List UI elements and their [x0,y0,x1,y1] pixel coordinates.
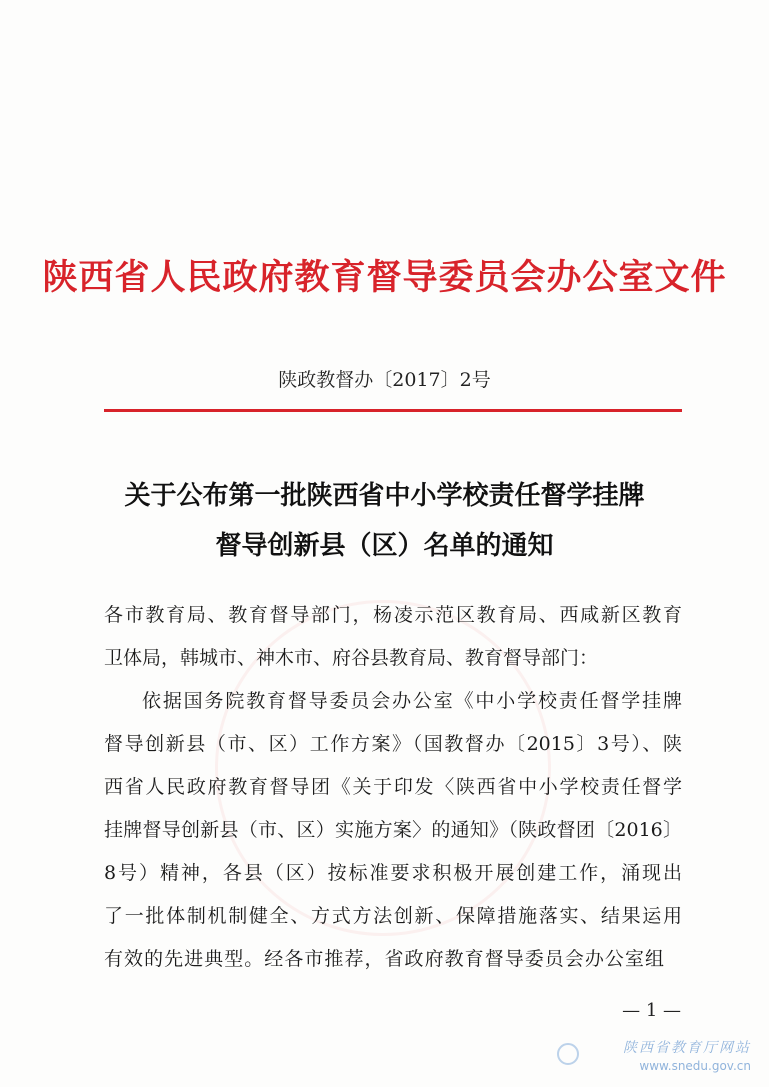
body-line-9: 有效的先进典型。经各市推荐，省政府教育督导委员会办公室组 [104,948,664,970]
body-line-5: 西省人民政府教育督导团《关于印发〈陕西省中小学校责任督学 [104,776,682,798]
body-line-4: 督导创新县（市、区）工作方案》（国教督办〔2015〕3号）、陕 [104,733,682,755]
body-line-7: 8号）精神，各县（区）按标准要求积极开展创建工作，涌现出 [104,862,682,884]
notice-title-line-1: 关于公布第一批陕西省中小学校责任督学挂牌 [124,481,645,511]
watermark-site-name: 陕西省教育厅网站 [623,1040,751,1056]
body-line-1: 各市教育局、教育督导部门，杨凌示范区教育局、西咸新区教育 [104,604,682,626]
body-line-3: 依据国务院教育督导委员会办公室《中小学校责任督学挂牌 [142,690,682,712]
body-line-8: 了一批体制机制健全、方式方法创新、保障措施落实、结果运用 [104,905,682,927]
document-number: 陕政教督办〔2017〕2号 [278,369,491,391]
body-line-2: 卫体局，韩城市、神木市、府谷县教育局、教育督导部门： [104,647,599,669]
notice-title-line-2: 督导创新县（区）名单的通知 [215,531,554,561]
red-divider-line [104,409,682,412]
page-number: — 1 — [622,1000,681,1021]
body-line-6: 挂牌督导创新县（市、区）实施方案〉的通知》（陕政督团〔2016〕 [104,819,682,841]
watermark-site-url: www.snedu.gov.cn [639,1059,751,1073]
site-watermark [623,1037,751,1073]
watermark-logo-icon [557,1043,579,1065]
issuing-office-header: 陕西省人民政府教育督导委员会办公室文件 [42,257,727,298]
